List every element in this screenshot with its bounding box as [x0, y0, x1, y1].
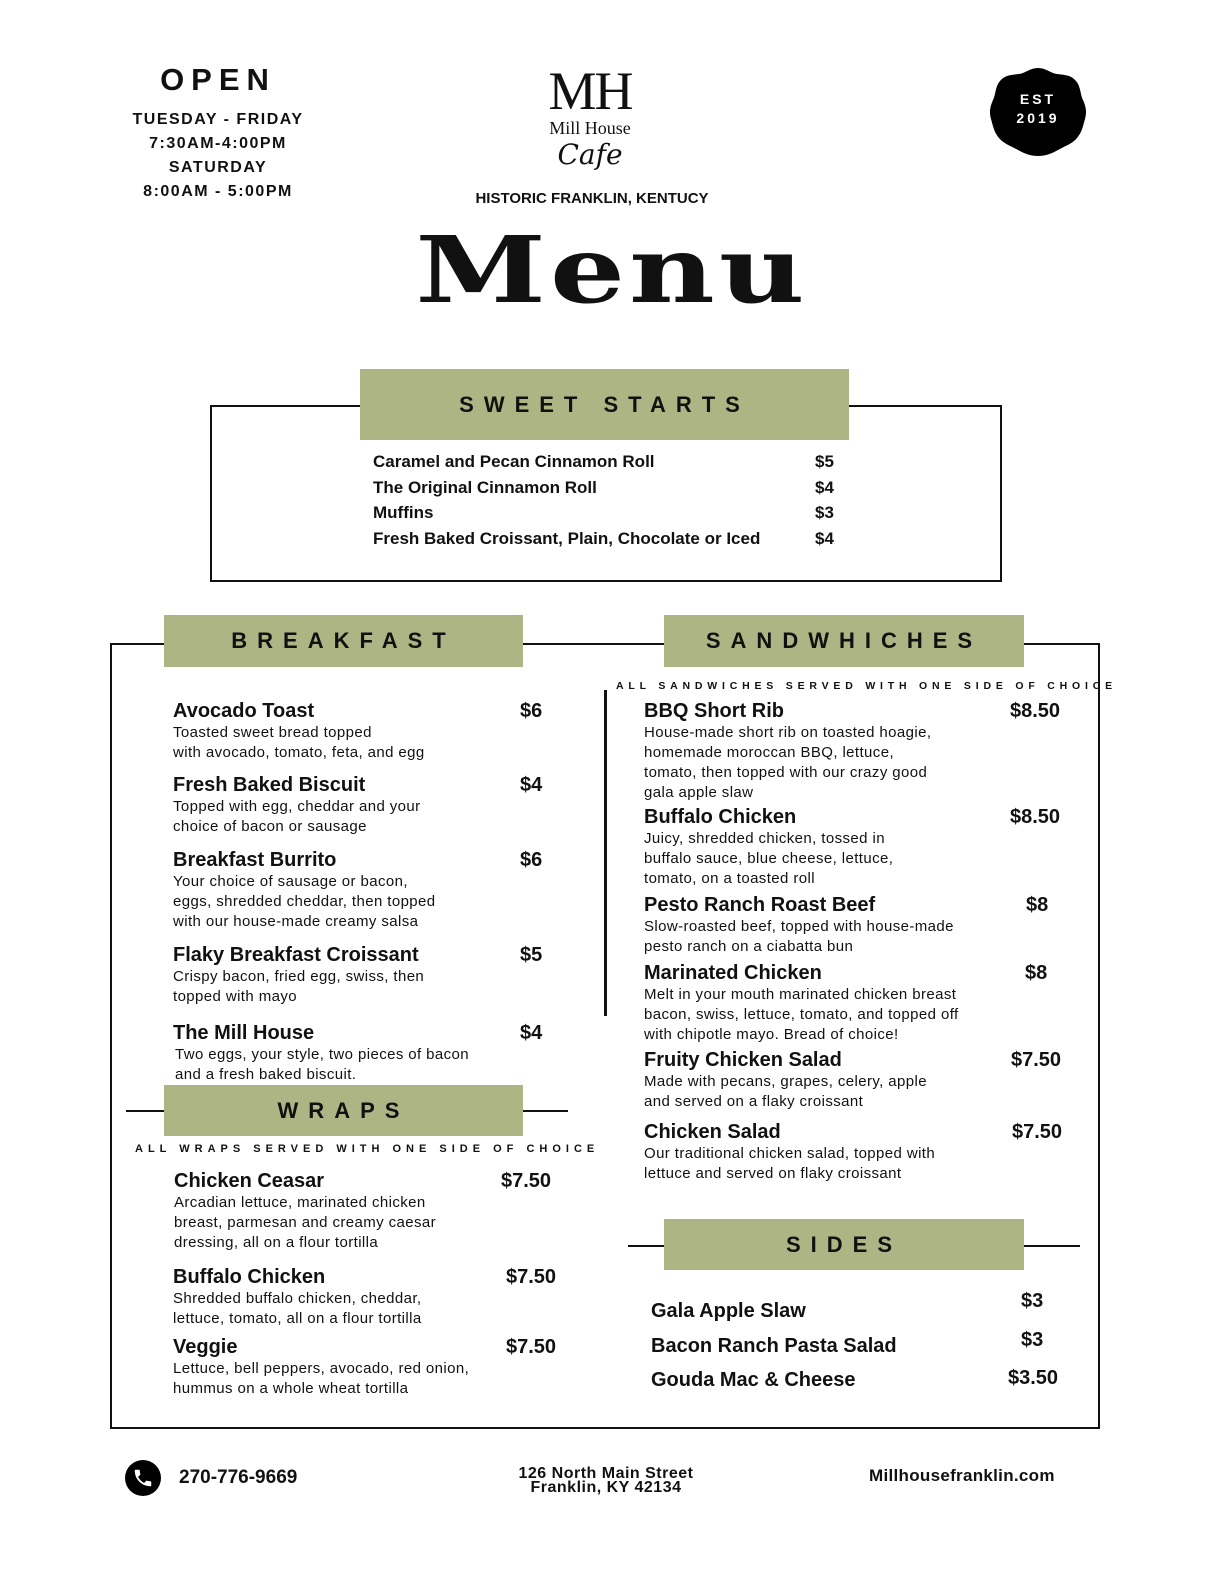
desc-line: Slow-roasted beef, topped with house-made — [644, 918, 954, 935]
menu-item — [173, 1266, 563, 1331]
side-item-name: Gouda Mac & Cheese — [651, 1369, 856, 1391]
list-item — [373, 449, 853, 475]
side-item-name: Gala Apple Slaw — [651, 1300, 806, 1322]
desc-line: with avocado, tomato, feta, and egg — [173, 744, 425, 761]
desc-line: and a fresh baked biscuit. — [175, 1066, 357, 1083]
desc-line: tomato, then topped with our crazy good — [644, 764, 928, 781]
phone-glyph — [132, 1467, 154, 1489]
item-desc — [173, 967, 553, 1007]
item-name: Breakfast Burrito — [173, 849, 337, 871]
sweet-starts-heading: SWEET STARTS — [360, 369, 849, 440]
item-desc — [173, 797, 553, 837]
sandwiches-heading: SANDWHICHES — [664, 615, 1024, 667]
side-item-price: $3 — [1021, 1290, 1044, 1312]
item-name: Marinated Chicken — [644, 962, 822, 984]
sides-heading: SIDES — [664, 1219, 1024, 1270]
list-item — [373, 526, 853, 552]
address-line: 126 North Main Street — [518, 1465, 694, 1482]
logo-name: Mill House — [549, 118, 631, 138]
item-desc — [173, 872, 553, 932]
desc-line: Our traditional chicken salad, topped with — [644, 1145, 936, 1162]
est-label: EST — [1019, 91, 1057, 107]
desc-line: Two eggs, your style, two pieces of bacon — [175, 1046, 470, 1063]
desc-line: breast, parmesan and creamy caesar — [174, 1214, 437, 1231]
item-price: $8.50 — [1010, 700, 1061, 722]
item-name: The Mill House — [173, 1022, 315, 1044]
item-name: Chicken Ceasar — [174, 1170, 325, 1192]
desc-line: topped with mayo — [173, 988, 297, 1005]
desc-line: bacon, swiss, lettuce, tomato, and topped off — [644, 1006, 959, 1023]
item-desc — [173, 1289, 563, 1329]
item-desc — [173, 723, 553, 763]
item-price: $6 — [520, 849, 543, 871]
desc-line: Melt in your mouth marinated chicken breast — [644, 986, 957, 1003]
wraps-note: ALL WRAPS SERVED WITH ONE SIDE OF CHOICE — [135, 1143, 600, 1155]
hours-title: OPEN — [160, 62, 276, 97]
sandwiches-note: ALL SANDWICHES SERVED WITH ONE SIDE OF CHOICE — [616, 680, 1117, 692]
side-item-price: $3 — [1021, 1329, 1044, 1351]
item-price: $6 — [520, 700, 543, 722]
desc-line: Crispy bacon, fried egg, swiss, then — [173, 968, 425, 985]
item-price: $7.50 — [506, 1336, 557, 1358]
item-name: BBQ Short Rib — [644, 700, 784, 722]
desc-line: Your choice of sausage or bacon, — [173, 873, 408, 890]
item-price: $5 — [520, 944, 543, 966]
desc-line: with chipotle mayo. Bread of choice! — [644, 1026, 899, 1043]
item-price: $5 — [815, 452, 834, 471]
item-name: Buffalo Chicken — [173, 1266, 326, 1288]
item-name: Chicken Salad — [644, 1121, 781, 1143]
list-item — [373, 475, 853, 501]
item-desc — [644, 723, 1074, 803]
phone-number[interactable]: 270-776-9669 — [179, 1467, 298, 1488]
desc-line: choice of bacon or sausage — [173, 818, 367, 835]
desc-line: buffalo sauce, blue cheese, lettuce, — [644, 850, 894, 867]
desc-line: lettuce, tomato, all on a flour tortilla — [173, 1310, 422, 1327]
desc-line: eggs, shredded cheddar, then topped — [173, 893, 436, 910]
desc-line: Toasted sweet bread topped — [173, 724, 372, 741]
item-desc — [644, 917, 1084, 957]
item-price: $8 — [1025, 962, 1048, 984]
menu-item — [644, 1049, 1074, 1114]
logo-initials: MH — [548, 61, 632, 121]
item-price: $4 — [520, 774, 543, 796]
menu-item — [644, 700, 1074, 805]
menu-title: Menu — [415, 215, 809, 324]
item-name: The Original Cinnamon Roll — [373, 477, 597, 497]
item-price: $7.50 — [506, 1266, 557, 1288]
menu-item — [173, 849, 553, 934]
item-name: Caramel and Pecan Cinnamon Roll — [373, 452, 655, 471]
item-price: $7.50 — [1012, 1121, 1063, 1143]
menu-item — [173, 1336, 563, 1401]
item-price: $4 — [815, 477, 834, 497]
item-price: $7.50 — [501, 1170, 552, 1192]
item-name: Pesto Ranch Roast Beef — [644, 894, 876, 916]
item-name: Fruity Chicken Salad — [644, 1049, 842, 1071]
desc-line: lettuce and served on flaky croissant — [644, 1165, 902, 1182]
item-desc — [174, 1193, 559, 1253]
desc-line: and served on a flaky croissant — [644, 1093, 864, 1110]
location: HISTORIC FRANKLIN, KENTUCY — [475, 190, 709, 207]
desc-line: tomato, on a toasted roll — [644, 870, 815, 887]
side-item-name: Bacon Ranch Pasta Salad — [651, 1335, 897, 1357]
item-desc — [644, 1144, 1074, 1184]
desc-line: with our house-made creamy salsa — [173, 913, 419, 930]
hours-line: 7:30AM-4:00PM — [149, 135, 287, 152]
menu-item — [174, 1170, 559, 1255]
opening-hours — [100, 108, 336, 204]
desc-line: Shredded buffalo chicken, cheddar, — [173, 1290, 422, 1307]
item-name: Flaky Breakfast Croissant — [173, 944, 419, 966]
desc-line: Topped with egg, cheddar and your — [173, 798, 421, 815]
hours-line: 8:00AM - 5:00PM — [143, 183, 293, 200]
desc-line: House-made short rib on toasted hoagie, — [644, 724, 932, 741]
list-item — [373, 500, 853, 526]
menu-item — [173, 944, 553, 1009]
item-name: Muffins — [373, 503, 434, 522]
menu-item — [644, 806, 1074, 891]
item-price: $3 — [815, 503, 834, 522]
menu-item — [644, 894, 1084, 959]
item-desc — [173, 1359, 563, 1399]
item-price: $8 — [1026, 894, 1049, 916]
column-divider — [604, 690, 607, 1016]
item-desc — [644, 985, 1089, 1045]
item-desc — [644, 829, 1074, 889]
item-name: Fresh Baked Croissant, Plain, Chocolate or Iced — [373, 528, 761, 548]
address-line: Franklin, KY 42134 — [530, 1479, 682, 1496]
wraps-heading: WRAPS — [164, 1085, 523, 1136]
desc-line: Lettuce, bell peppers, avocado, red onion, — [173, 1360, 470, 1377]
desc-line: hummus on a whole wheat tortilla — [173, 1380, 409, 1397]
item-desc — [644, 1072, 1074, 1112]
hours-line: SATURDAY — [168, 159, 268, 176]
website-link[interactable]: Millhousefranklin.com — [869, 1466, 1055, 1485]
breakfast-heading: BREAKFAST — [164, 615, 523, 667]
menu-item — [173, 700, 553, 765]
phone-icon — [125, 1460, 161, 1496]
desc-line: Arcadian lettuce, marinated chicken — [174, 1194, 426, 1211]
item-price: $4 — [815, 528, 834, 548]
menu-item — [644, 962, 1089, 1047]
desc-line: pesto ranch on a ciabatta bun — [644, 938, 854, 955]
hours-line: TUESDAY - FRIDAY — [132, 111, 304, 128]
item-desc — [173, 1045, 553, 1084]
item-name: Fresh Baked Biscuit — [173, 774, 366, 796]
desc-line: gala apple slaw — [644, 784, 754, 801]
item-price: $8.50 — [1010, 806, 1061, 828]
item-name: Avocado Toast — [173, 700, 315, 722]
sweet-starts-list — [373, 449, 853, 551]
menu-item — [173, 1022, 553, 1084]
desc-line: dressing, all on a flour tortilla — [174, 1234, 379, 1251]
item-price: $4 — [520, 1022, 543, 1044]
item-name: Veggie — [173, 1336, 238, 1358]
menu-item — [173, 774, 553, 839]
logo-script: Cafe — [557, 138, 623, 171]
side-item-price: $3.50 — [1008, 1367, 1059, 1389]
menu-item — [644, 1121, 1074, 1186]
item-name: Buffalo Chicken — [644, 806, 797, 828]
desc-line: Juicy, shredded chicken, tossed in — [644, 830, 885, 847]
item-price: $7.50 — [1011, 1049, 1062, 1071]
desc-line: homemade moroccan BBQ, lettuce, — [644, 744, 895, 761]
established-text — [988, 90, 1088, 128]
desc-line: Made with pecans, grapes, celery, apple — [644, 1073, 927, 1090]
address — [480, 1467, 732, 1495]
est-year: 2019 — [1016, 110, 1060, 126]
